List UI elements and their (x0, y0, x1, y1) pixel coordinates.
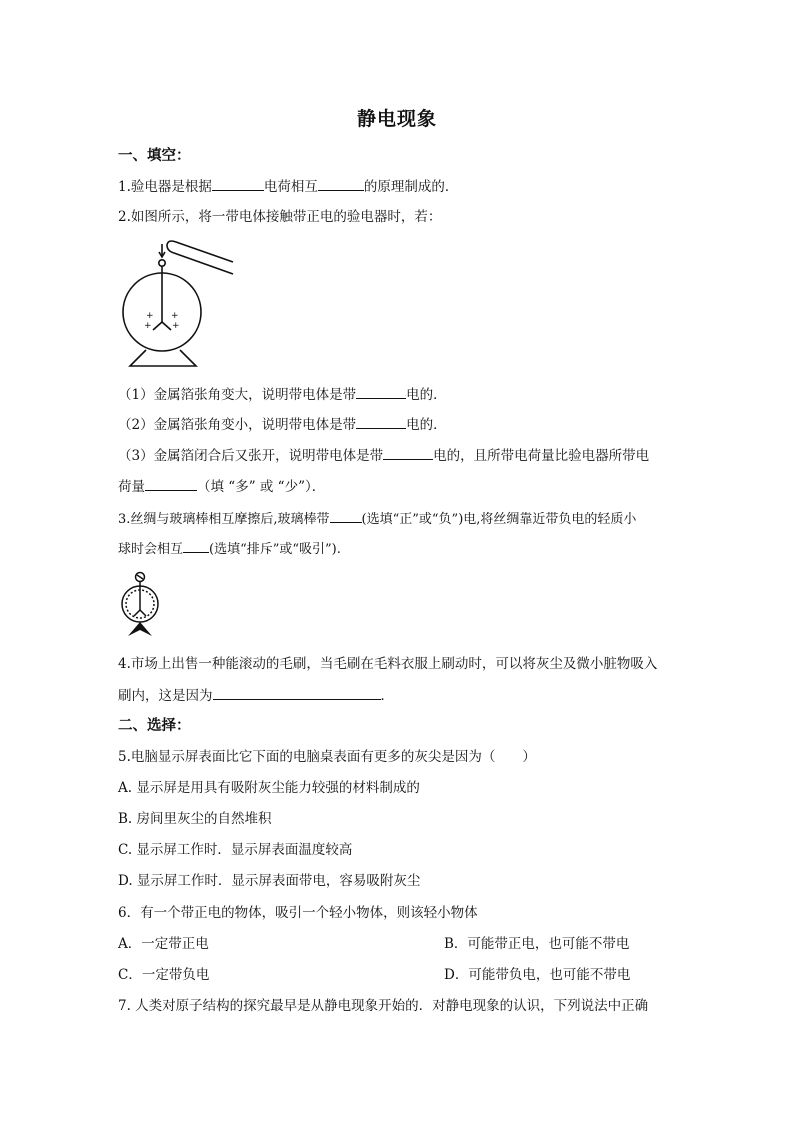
q6-option-c[interactable]: C．一定带负电 (118, 967, 210, 983)
q6-option-a[interactable]: A．一定带正电 (118, 936, 209, 952)
section-fill-in-heading: 一、填空： (118, 147, 191, 164)
svg-text:+: + (171, 311, 179, 321)
q1-text-a: 1.验电器是根据 (118, 179, 212, 195)
question-4-line-1: 4.市场上出售一种能滚动的毛刷，当毛刷在毛料衣服上刷动时，可以将灰尘及微小脏物吸入 (118, 656, 658, 672)
q1-blank-1[interactable] (212, 176, 264, 191)
q4-text-b: 刷内，这是因为 (118, 688, 213, 704)
question-4-line-2 (118, 685, 394, 706)
q3-text-c: 球时会相互 (118, 542, 184, 557)
question-2-part-3 (118, 445, 649, 466)
question-2-stem: 2.如图所示，将一带电体接触带正电的验电器时，若： (118, 209, 442, 225)
svg-text:+: + (146, 311, 154, 321)
q4-blank[interactable] (213, 685, 381, 700)
q3-text-b: (选填“正”或“负”)电,将丝绸靠近带负电的轻质小 (361, 512, 637, 527)
q3-text-a: 3.丝绸与玻璃棒相互摩擦后,玻璃棒带 (118, 512, 330, 527)
section-choice-heading: 二、选择： (118, 717, 191, 734)
q3-blank-1[interactable] (330, 508, 362, 523)
q3-blank-2[interactable] (183, 538, 209, 553)
q1-blank-2[interactable] (318, 176, 364, 191)
q2-s3-blank-2[interactable] (145, 476, 197, 491)
question-7-stem: 7. 人类对原子结构的探究最早是从静电现象开始的．对静电现象的认识，下列说法中正确 (118, 998, 649, 1014)
q6-option-d[interactable]: D．可能带负电，也可能不带电 (444, 967, 631, 983)
question-3-line-1 (118, 508, 636, 530)
q2-s2-text-b: 电的． (406, 417, 447, 433)
q2-s2-blank[interactable] (356, 414, 406, 429)
q5-option-b[interactable]: B. 房间里灰尘的自然堆积 (118, 811, 272, 827)
q2-s3-text-b: 电的，且所带电荷量比验电器所带电 (433, 448, 650, 464)
q5-option-a[interactable]: A. 显示屏是用具有吸附灰尘能力较强的材料制成的 (118, 780, 420, 796)
svg-text:+: + (144, 321, 152, 331)
document-title: 静电现象 (356, 108, 437, 130)
question-2-part-3-cont (118, 476, 325, 497)
q1-text-b: 电荷相互 (263, 179, 318, 195)
q1-text-c: 的原理制成的． (363, 179, 459, 195)
question-5-stem: 5.电脑显示屏表面比它下面的电脑桌表面有更多的灰尖是因为（ ） (118, 749, 536, 765)
q2-s3-text-d: （填 “多” 或 “少”）． (197, 479, 326, 495)
question-2-part-2 (118, 414, 447, 435)
q5-option-d[interactable]: D. 显示屏工作时．显示屏表面带电，容易吸附灰尘 (118, 873, 421, 889)
svg-text:+: + (172, 321, 180, 331)
question-3-line-2 (118, 538, 341, 560)
q2-s3-text-a: （3）金属箔闭合后又张开，说明带电体是带 (118, 448, 384, 464)
q4-text-c: ． (380, 688, 394, 704)
q2-s1-text-a: （1）金属箔张角变大，说明带电体是带 (118, 387, 357, 403)
q2-s3-blank-1[interactable] (383, 445, 433, 460)
q6-option-b[interactable]: B．可能带正电，也可能不带电 (444, 936, 630, 952)
q5-option-c[interactable]: C. 显示屏工作时．显示屏表面温度较高 (118, 842, 353, 858)
q2-s1-text-b: 电的． (406, 387, 447, 403)
question-2-part-1 (118, 384, 447, 405)
q3-text-d: (选填“排斥”或“吸引”). (209, 542, 341, 557)
q2-s1-blank[interactable] (356, 384, 406, 399)
q2-s3-text-c: 荷量 (118, 479, 145, 495)
question-6-stem: 6．有一个带正电的物体，吸引一个轻小物体，则该轻小物体 (118, 905, 478, 921)
q2-s2-text-a: （2）金属箔张角变小，说明带电体是带 (118, 417, 357, 433)
electroscope-figure (118, 236, 240, 368)
small-electroscope-figure (116, 570, 166, 642)
question-1 (118, 176, 458, 197)
